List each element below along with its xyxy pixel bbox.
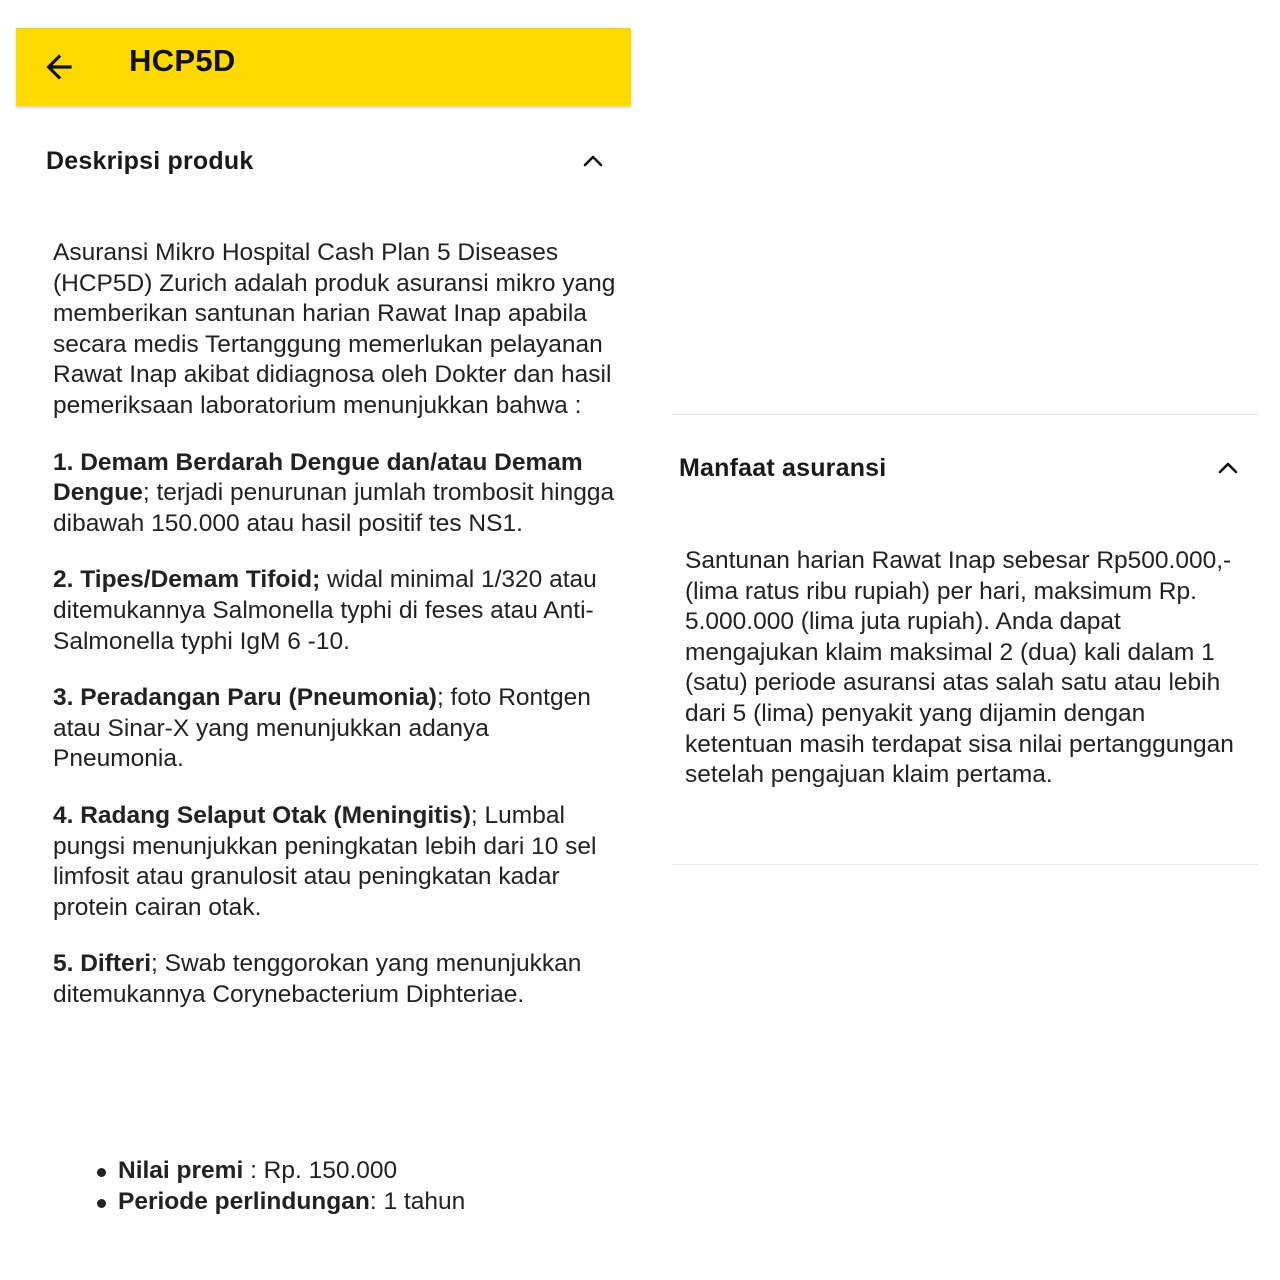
disease-name: 3. Peradangan Paru (Pneumonia) [53,684,437,712]
disease-name: 5. Difteri [53,950,152,978]
disease-detail: ; Swab tenggorokan yang menunjukkan ditemukannya Corynebacterium Diphteriae. [53,950,582,1008]
chevron-up-icon[interactable] [578,146,608,176]
disease-name: 2. Tipes/Demam Tifoid; [53,566,321,594]
description-body [53,238,623,1036]
disease-detail: widal minimal 1/320 atau ditemukannya Salmonella typhi di feses atau Anti-Salmonella typhi IgM 6 -10. [53,566,597,655]
disease-detail: ; foto Rontgen atau Sinar-X yang menunjukkan adanya Pneumonia. [53,684,591,773]
coverage-period-item [95,1187,615,1218]
description-section-header[interactable] [46,143,608,179]
description-section-title: Deskripsi produk [46,146,254,175]
disease-detail: ; Lumbal pungsi menunjukkan peningkatan lebih dari 10 sel limfosit atau granulosit atau peningkatan kadar protein cairan otak. [53,801,597,921]
disease-item [53,683,623,775]
product-summary-list [95,1156,615,1217]
description-intro: Asuransi Mikro Hospital Cash Plan 5 Diseases (HCP5D) Zurich adalah produk asuransi mikro yang memberikan santunan harian Rawat Inap apabila secara medis Tertanggung memerlukan pelayanan Rawat Inap akibat didiagnosa oleh Dokter dan hasil pemeriksaan laboratorium menunjukkan bahwa : [53,239,616,419]
back-button[interactable] [36,44,82,90]
divider [672,414,1258,415]
disease-item [53,801,623,923]
disease-item [53,949,623,1010]
disease-item [53,565,623,657]
page-title: HCP5D [129,43,236,78]
divider [672,864,1258,865]
disease-name: 1. Demam Berdarah Dengue dan/atau Demam Dengue [53,448,583,507]
coverage-period-label: Periode perlindungan [118,1187,370,1215]
disease-name: 4. Radang Selaput Otak (Meningitis) [53,801,471,829]
chevron-up-icon[interactable] [1213,453,1243,483]
app-bar [16,28,631,106]
benefit-section-title: Manfaat asuransi [679,453,887,482]
premium-label: Nilai premi [118,1157,244,1184]
disease-detail: ; terjadi penurunan jumlah trombosit hingga dibawah 150.000 atau hasil positif tes NS1. [53,479,615,537]
benefit-body: Santunan harian Rawat Inap sebesar Rp500.000,- (lima ratus ribu rupiah) per hari, maksimum Rp. 5.000.000 (lima juta rupiah). Anda dapat mengajukan klaim maksimal 2 (dua) kali dalam 1 (satu) periode asuransi atas salah satu atau lebih dari 5 (lima) penyakit yang dijamin dengan ketentuan masih terdapat sisa nilai pertanggungan setelah pengajuan klaim pertama. [685,547,1234,789]
coverage-period-value: : 1 tahun [369,1187,466,1215]
premium-item [95,1156,615,1187]
benefit-section-header[interactable] [679,450,1243,486]
premium-value: : Rp. 150.000 [243,1157,398,1184]
arrow-left-icon [40,48,78,86]
disease-item [53,448,623,540]
